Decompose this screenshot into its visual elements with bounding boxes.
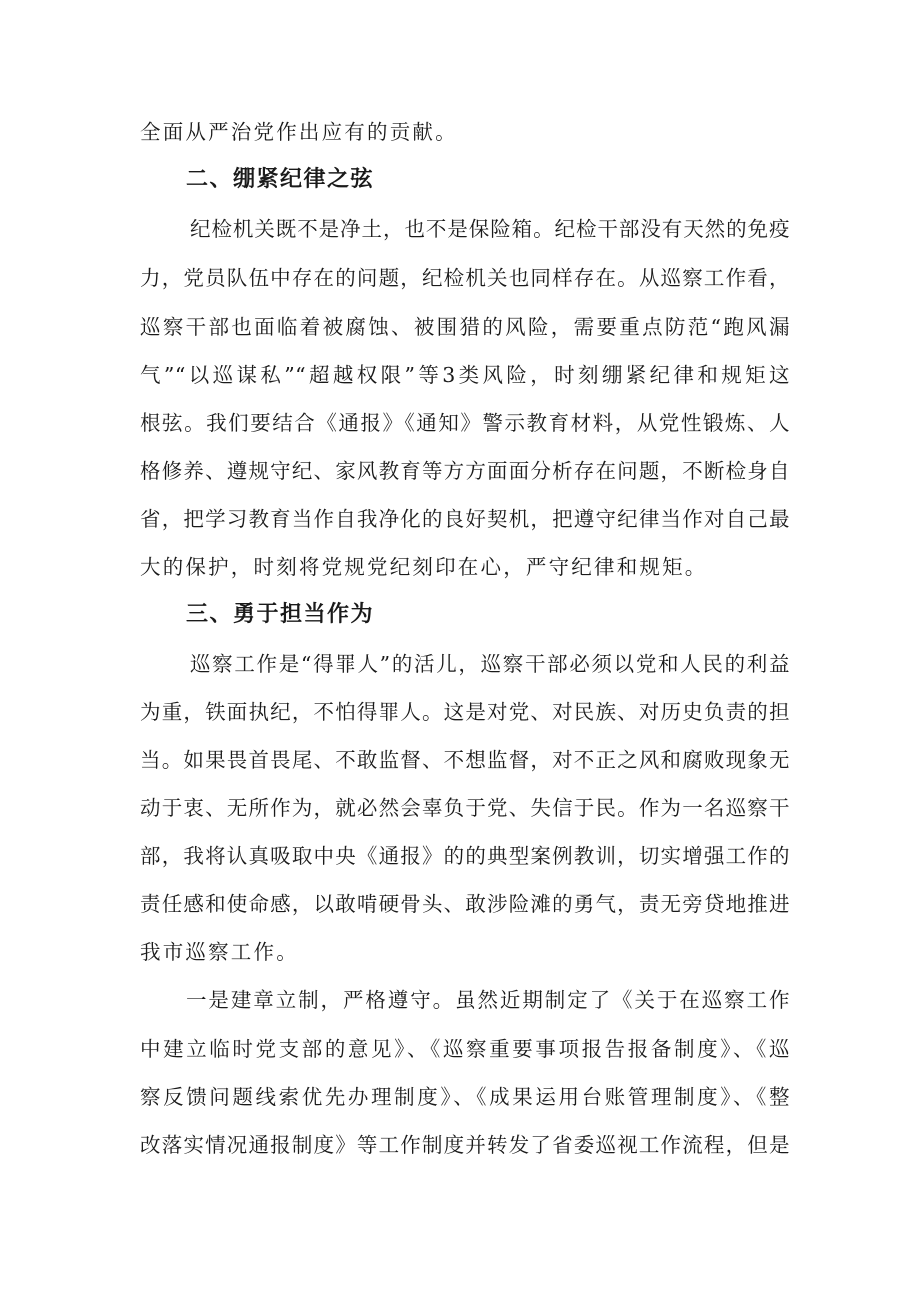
paragraph-line: 我市巡察工作。	[140, 940, 299, 964]
section-heading-2: 二、绷紧纪律之弦	[186, 167, 375, 192]
paragraph-line: 当。如果畏首畏尾、不敢监督、不想监督，对不正之风和腐败现象无	[140, 748, 790, 772]
paragraph-line: 格修养、遵规守纪、家风教育等方方面面分析存在问题，不断检身自	[140, 459, 790, 483]
paragraph-line: 一是建章立制，严格遵守。虽然近期制定了《关于在巡察工作	[186, 988, 790, 1012]
paragraph-line: 部，我将认真吸取中央《通报》的的典型案例教训，切实增强工作的	[140, 844, 790, 868]
paragraph-line: 动于衷、无所作为，就必然会辜负于党、失信于民。作为一名巡察干	[140, 796, 790, 820]
paragraph-line: 气”“以巡谋私”“超越权限”等3类风险，时刻绷紧纪律和规矩这	[140, 363, 790, 387]
paragraph-line: 巡察干部也面临着被腐蚀、被围猎的风险，需要重点防范“跑风漏	[140, 315, 790, 339]
paragraph-line: 全面从严治党作出应有的贡献。	[140, 120, 458, 144]
paragraph-line: 巡察工作是“得罪人”的活儿，巡察干部必须以党和人民的利益	[190, 652, 790, 676]
paragraph-line: 省，把学习教育当作自我净化的良好契机，把遵守纪律当作对自己最	[140, 507, 790, 531]
paragraph-line: 中建立临时党支部的意见》、《巡察重要事项报告报备制度》、《巡	[140, 1037, 790, 1061]
paragraph-line: 根弦。我们要结合《通报》《通知》警示教育材料，从党性锻炼、人	[140, 411, 790, 435]
paragraph-line: 为重，铁面执纪，不怕得罪人。这是对党、对民族、对历史负责的担	[140, 700, 790, 724]
paragraph-line: 责任感和使命感，以敢啃硬骨头、敢涉险滩的勇气，责无旁贷地推进	[140, 892, 790, 916]
paragraph-line: 大的保护，时刻将党规党纪刻印在心，严守纪律和规矩。	[140, 555, 708, 579]
section-heading-3: 三、勇于担当作为	[186, 602, 375, 627]
paragraph-line: 察反馈问题线索优先办理制度》、《成果运用台账管理制度》、《整	[140, 1085, 790, 1109]
paragraph-line: 力，党员队伍中存在的问题，纪检机关也同样存在。从巡察工作看，	[140, 266, 790, 290]
paragraph-line: 纪检机关既不是净土，也不是保险箱。纪检干部没有天然的免疫	[190, 217, 790, 241]
paragraph-line: 改落实情况通报制度》等工作制度并转发了省委巡视工作流程，但是	[140, 1133, 790, 1157]
